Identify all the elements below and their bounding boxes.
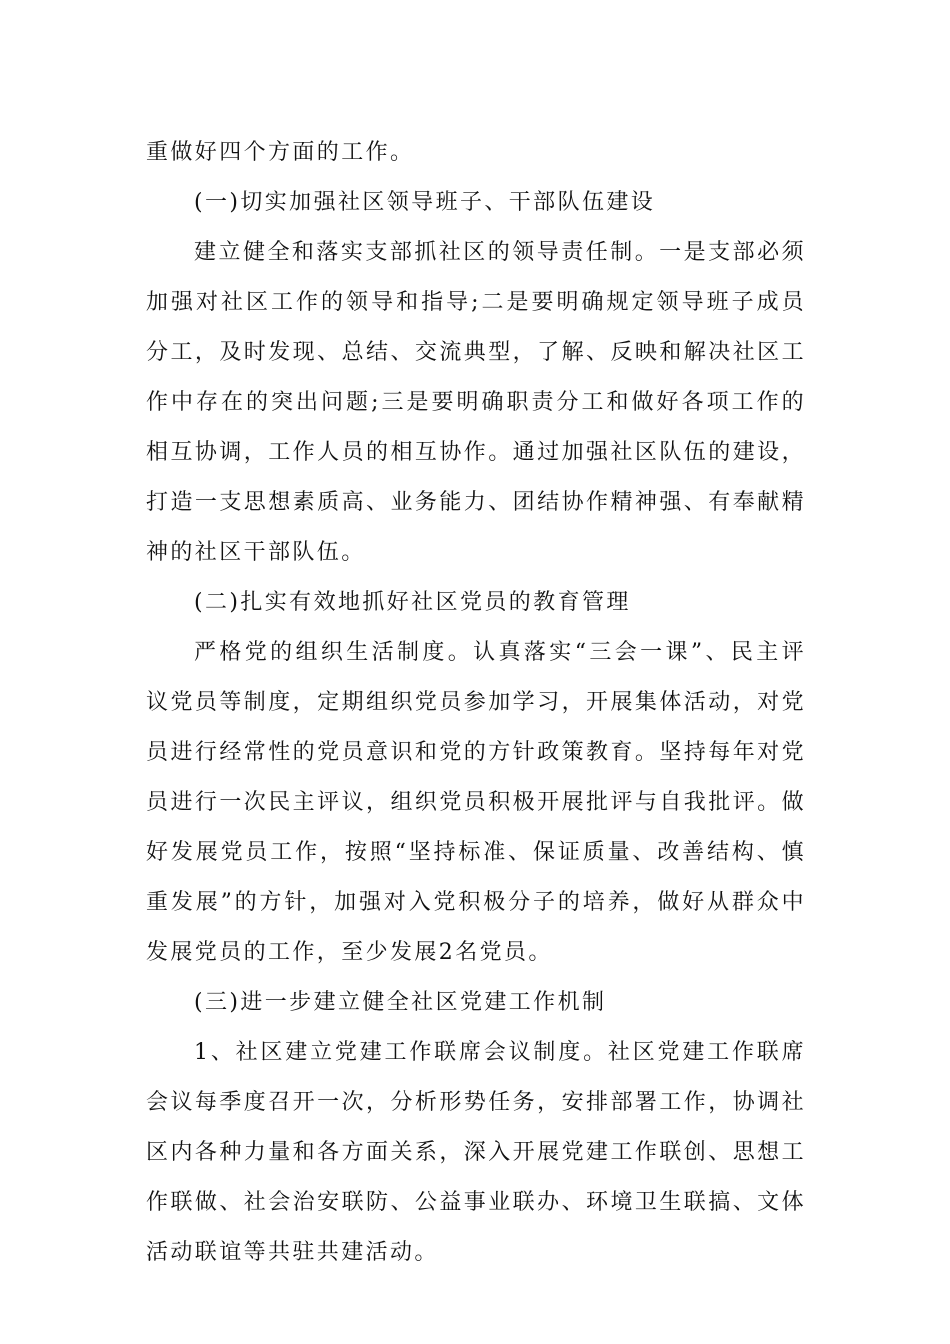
- document-body: [146, 128, 806, 1278]
- paragraph-body: 严格党的组织生活制度。认真落实“三会一课”、民主评议党员等制度，定期组织党员参加学习，开展集体活动，对党员进行经常性的党员意识和党的方针政策教育。坚持每年对党员进行一次民主评议，组织党员积极开展批评与自我批评。做好发展党员工作，按照“坚持标准、保证质量、改善结构、慎重发展”的方针，加强对入党积极分子的培养，做好从群众中发展党员的工作，至少发展2名党员。: [146, 640, 806, 965]
- paragraph-body: 1、社区建立党建工作联席会议制度。社区党建工作联席会议每季度召开一次，分析形势任务，安排部署工作，协调社区内各种力量和各方面关系，深入开展党建工作联创、思想工作联做、社会治安联防、公益事业联办、环境卫生联搞、文体活动联谊等共驻共建活动。: [146, 1040, 806, 1265]
- paragraph-continued: 重做好四个方面的工作。: [146, 140, 415, 165]
- section-heading-2: (二)扎实有效地抓好社区党员的教育管理: [194, 590, 631, 615]
- paragraph-body: 建立健全和落实支部抓社区的领导责任制。一是支部必须加强对社区工作的领导和指导;二是要明确规定领导班子成员分工，及时发现、总结、交流典型，了解、反映和解决社区工作中存在的突出问题;三是要明确职责分工和做好各项工作的相互协调，工作人员的相互协作。通过加强社区队伍的建设，打造一支思想素质高、业务能力、团结协作精神强、有奉献精神的社区干部队伍。: [146, 240, 806, 565]
- section-heading-3: (三)进一步建立健全社区党建工作机制: [194, 990, 607, 1015]
- section-heading-1: (一)切实加强社区领导班子、干部队伍建设: [194, 190, 656, 215]
